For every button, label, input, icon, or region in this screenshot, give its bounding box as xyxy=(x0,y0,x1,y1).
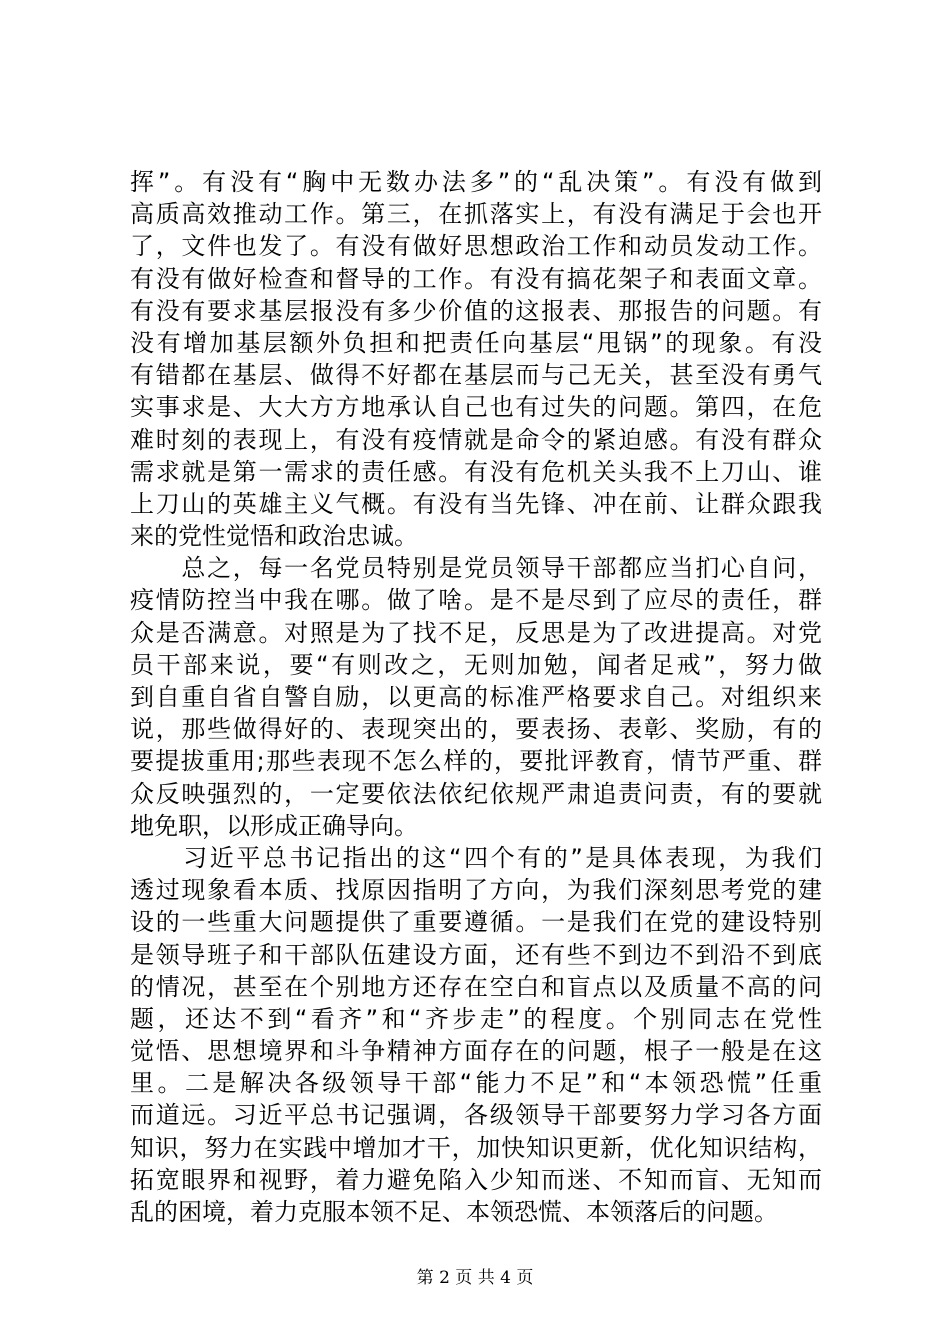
document-body xyxy=(130,166,822,1228)
text-line: 说，那些做得好的、表现突出的，要表扬、表彰、奖励，有的 xyxy=(130,715,822,744)
text-line: 乱的困境，着力克服本领不足、本领恐慌、本领落后的问题。 xyxy=(130,1198,778,1226)
text-line: 难时刻的表现上，有没有疫情就是命令的紧迫感。有没有群众 xyxy=(130,425,822,454)
text-line: 习近平总书记指出的这“四个有的”是具体表现，为我们 xyxy=(130,843,822,872)
text-line: 实事求是、大大方方地承认自己也有过失的问题。第四，在危 xyxy=(130,393,822,422)
text-line: 需求就是第一需求的责任感。有没有危机关头我不上刀山、谁 xyxy=(130,457,822,486)
page-footer: 第 2 页 共 4 页 xyxy=(416,1268,534,1288)
text-line: 有没有要求基层报没有多少价值的这报表、那报告的问题。有 xyxy=(130,296,822,325)
text-line: 是领导班子和干部队伍建设方面，还有些不到边不到沿不到底 xyxy=(130,940,822,969)
text-line: 员干部来说，要“有则改之，无则加勉，闻者足戒”，努力做 xyxy=(130,650,822,679)
text-line: 要提拔重用;那些表现不怎么样的，要批评教育，情节严重、群 xyxy=(130,747,822,776)
text-line: 而道远。习近平总书记强调，各级领导干部要努力学习各方面 xyxy=(130,1101,822,1130)
text-line: 题，还达不到“看齐”和“齐步走”的程度。个别同志在党性 xyxy=(130,1004,822,1033)
text-line: 总之，每一名党员特别是党员领导干部都应当扪心自问， xyxy=(130,554,822,583)
text-line: 知识，努力在实践中增加才干，加快知识更新，优化知识结构， xyxy=(130,1133,822,1162)
text-line: 地免职，以形成正确导向。 xyxy=(130,811,418,840)
text-line: 拓宽眼界和视野，着力避免陷入少知而迷、不知而盲、无知而 xyxy=(130,1165,822,1194)
text-line: 来的党性觉悟和政治忠诚。 xyxy=(130,522,418,551)
text-line: 透过现象看本质、找原因指明了方向，为我们深刻思考党的建 xyxy=(130,876,822,905)
text-line: 有没有做好检查和督导的工作。有没有搞花架子和表面文章。 xyxy=(130,264,822,293)
text-line: 上刀山的英雄主义气概。有没有当先锋、冲在前、让群众跟我 xyxy=(130,489,822,518)
text-line: 众反映强烈的，一定要依法依纪依规严肃追责问责，有的要就 xyxy=(130,779,822,808)
text-line: 挥”。有没有“胸中无数办法多”的“乱决策”。有没有做到 xyxy=(130,168,822,196)
paragraph xyxy=(130,552,822,842)
paragraph xyxy=(130,842,822,1228)
text-line: 没有增加基层额外负担和把责任向基层“甩锅”的现象。有没 xyxy=(130,328,822,357)
text-line: 疫情防控当中我在哪。做了啥。是不是尽到了应尽的责任，群 xyxy=(130,586,822,615)
text-line: 高质高效推动工作。第三，在抓落实上，有没有满足于会也开 xyxy=(130,200,822,229)
text-line: 有错都在基层、做得不好都在基层而与己无关，甚至没有勇气 xyxy=(130,361,822,390)
text-line: 众是否满意。对照是为了找不足，反思是为了改进提高。对党 xyxy=(130,618,822,647)
text-line: 里。二是解决各级领导干部“能力不足”和“本领恐慌”任重 xyxy=(130,1069,822,1098)
paragraph xyxy=(130,166,822,552)
text-line: 到自重自省自警自励，以更高的标准严格要求自己。对组织来 xyxy=(130,683,822,711)
text-line: 设的一些重大问题提供了重要遵循。一是我们在党的建设特别 xyxy=(130,908,822,937)
text-line: 了，文件也发了。有没有做好思想政治工作和动员发动工作。 xyxy=(130,232,822,261)
text-line: 觉悟、思想境界和斗争精神方面存在的问题，根子一般是在这 xyxy=(130,1037,822,1066)
text-line: 的情况，甚至在个别地方还存在空白和盲点以及质量不高的问 xyxy=(130,972,822,1001)
